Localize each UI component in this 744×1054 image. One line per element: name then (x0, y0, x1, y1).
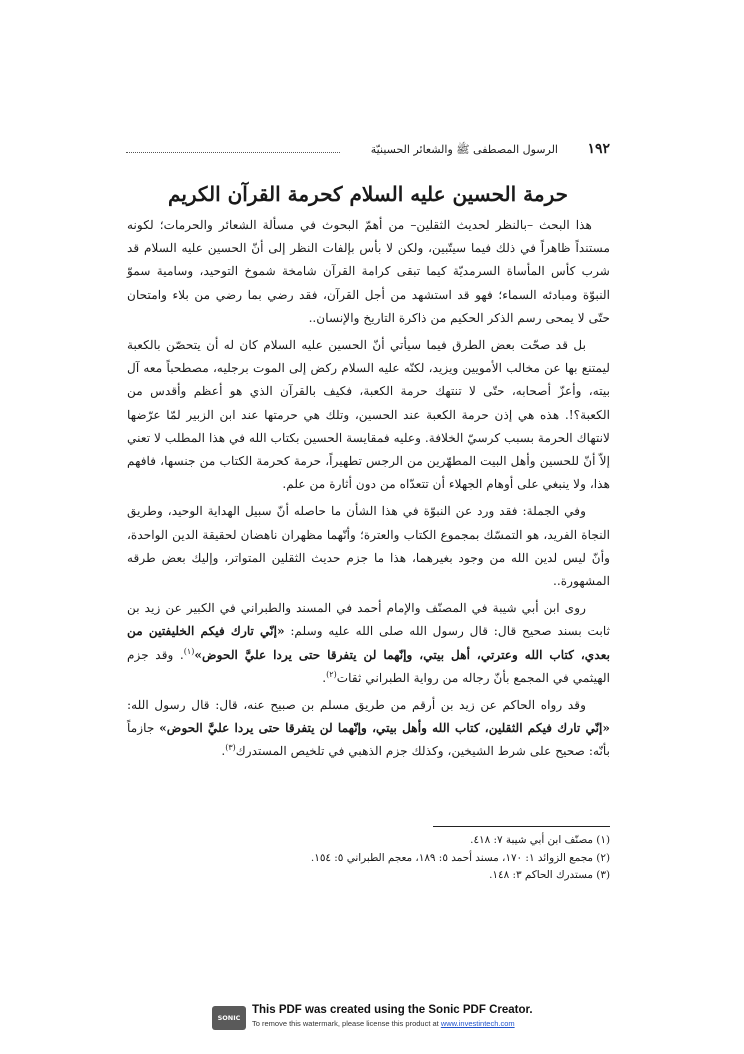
footnote-separator (433, 826, 610, 827)
footnote-3: (٣) مستدرك الحاكم ٣: ١٤٨. (489, 869, 610, 881)
paragraph-4 (127, 597, 610, 690)
paragraph-1: هذا البحث –بالنظر لحديث الثقلين– من أهمّ البحوث في مسألة الشعائر والحرمات؛ لكونه مستنداً ظاهراً في ذلك فيما سيتّبين، ولكن لا بأس بإلفات النظر إلى أنّ الحسين عليه السلام قد شرب كأس المأساة السرمديّة كيما تبقى كرامة القرآن شامخة شموخ التوحيد، وسامية سموّ النبوّة ومبادئه السماء؛ فهو قد استشهد من أجل القرآن، فقد رضي بما رضي من بلاء وامتحان حتّى لا يمحى رسم الذكر الحكيم من ذاكرة التاريخ والإنسان.. (127, 218, 610, 325)
pdf-watermark (212, 1004, 533, 1046)
watermark-title: This PDF was created using the Sonic PDF Creator. (252, 1004, 533, 1016)
paragraph-4-intro: روى ابن أبي شيبة في المصنّف والإمام أحمد في المسند والطبراني في الكبير عن زيد بن ثابت بسند صحيح قال: قال رسول الله صلى الله عليه وسلم: (127, 601, 611, 639)
footnote-ref-2[interactable]: (٢) (326, 669, 337, 679)
footnote-2: (٢) مجمع الزوائد ١: ١٧٠، مسند أحمد ٥: ١٨٩، معجم الطبراني ٥: ١٥٤. (310, 851, 610, 864)
paragraph-5-intro: وقد رواه الحاكم عن زيد بن أرقم من طريق مسلم بن صبيح عنه، قال: قال رسول الله: (127, 698, 586, 713)
running-header-title: الرسول المصطفى ﷺ والشعائر الحسينيّة (370, 143, 558, 156)
paragraph-5-middle: جازماً بأنّه: صحيح على شرط الشيخين، وكذلك جزم الذهبي في تلخيص المستدرك (127, 721, 610, 759)
paragraph-3: وفي الجملة: فقد ورد عن النبوّة في هذا الشأن ما حاصله أنّ سبيل الهداية الوحيد، وطريق النجاة الفريد، هو التمسّك بمجموع الكتاب والعترة؛ وأنّهما مظهران ناهضان لحقيقة الدين الواحدة، وأنّ ليس لدين الله من وجود بغيرهما، هذا ما جزم حديث الثقلين المتواتر، وإليك بعض طرقه المشهورة.. (127, 504, 610, 589)
header-dotted-leader (126, 152, 340, 153)
body-text (127, 214, 610, 768)
hadith-quote-2: «إنّي تارك فيكم الثقلين، كتاب الله وأهل بيتي، وإنّهما لن يتفرقا حتى يردا عليَّ الحوض» (159, 721, 610, 736)
paragraph-4-middle: . وقد جزم الهيثمي في المجمع بأنّ رجاله من رواية الطبراني ثقات (127, 647, 610, 685)
hadith-quote-1: «إنّي تارك فيكم الخليفتين من بعدي، كتاب الله وعترتي، أهل بيتي، وإنّهما لن يتفرقا حتى يردا عليَّ الحوض» (127, 624, 610, 662)
watermark-license-line (252, 1019, 515, 1028)
footnotes (127, 832, 610, 885)
running-header (126, 141, 610, 161)
footnote-ref-3[interactable]: (٣) (225, 743, 236, 753)
paragraph-4-end: . (322, 670, 327, 685)
paragraph-5-end: . (221, 744, 226, 759)
footnote-1: (١) مصنّف ابن أبي شيبة ٧: ٤١٨. (470, 834, 610, 846)
sonic-pdf-logo-icon: SONIC PDF (212, 1006, 246, 1030)
section-heading: حرمة الحسين عليه السلام كحرمة القرآن الكريم (168, 182, 568, 206)
footnote-ref-1[interactable]: (١) (183, 646, 195, 656)
paragraph-2: بل قد صحّت بعض الطرق فيما سيأتي أنّ الحسين عليه السلام كان له أن يتحصّن بالكعبة ليمتنع بها عن مخالب الأمويين ويزيد، لكنّه عليه السلام ركض إلى الموت برجليه، مصطحباً معه آل بيته، وأعزّ أصحابه، حتّى لا تنتهك حرمة الكعبة، فكيف بالقرآن الذي هو أعظم وأقدس من الكعبة؟!. هذه هي إذن حرمة الكعبة عند الحسين، وتلك هي حرمتها عند ابن الزبير لمّا عرّضها لانتهاك الحرمة بسبب كرسيّ الخلافة. وعليه فمقايسة الحسين بكتاب الله في هذا المطلب لا تعني إلاّ أنّ للحسين وأهل البيت المطهّرين من الرجس تطهيراً، حرمة كحرمة الكتاب من جنسها، فافهم هذا، ولا ينبغي على أوهام الجهلاء أن تتعدّاه من دون أثارة من علم. (127, 338, 610, 492)
watermark-license-text: To remove this watermark, please license this product at (252, 1019, 439, 1028)
page-number: ١٩٢ (587, 141, 610, 157)
watermark-link[interactable]: www.investintech.com (440, 1019, 515, 1028)
paragraph-5 (127, 694, 610, 764)
